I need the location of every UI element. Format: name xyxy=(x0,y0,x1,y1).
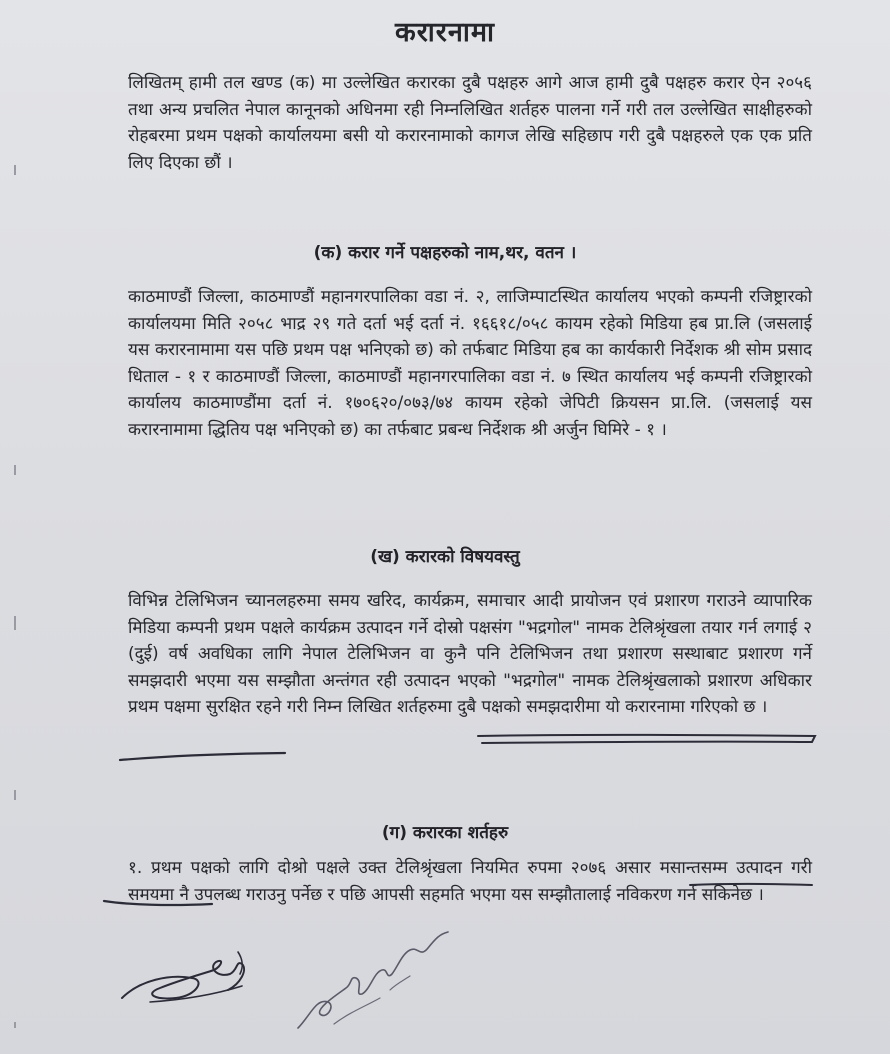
section-ka-body: काठमाण्डौं जिल्ला, काठमाण्डौं महानगरपालिका वडा नं. २, लाजिम्पाटस्थित कार्यालय भएको कम्पनी रजिष्ट्रारको कार्यालयमा मिति २०५८ भाद्र २९ गते दर्ता भई दर्ता नं. १६६१८/०५८ कायम रहेको मिडिया हब प्रा.लि (जसलाई यस करारनामामा यस पछि प्रथम पक्ष भनिएको छ) को तर्फबाट मिडिया हब का कार्यकारी निर्देशक श्री सोम प्रसाद धिताल - १ र काठमाण्डौं जिल्ला, काठमाण्डौं महानगरपालिका वडा नं. ७ स्थित कार्यालय भई कम्पनी रजिष्ट्रारको कार्यालय काठमाण्डौंमा दर्ता नं. १७०६२०/०७३/७४ कायम रहेको जेपिटी क्रियसन प्रा.लि. (जसलाई यस करारनामामा द्धितिय पक्ष भनिएको छ) का तर्फबाट प्रबन्ध निर्देशक श्री अर्जुन घिमिरे - १ । xyxy=(128,287,812,440)
section-kha-heading-text: (ख) करारको विषयवस्तु xyxy=(370,547,520,567)
margin-mark xyxy=(14,1022,16,1028)
section-ga-body: १. प्रथम पक्षको लागि दोश्रो पक्षले उक्त टेलिश्रृंखला नियमित रुपमा २०७६ असार मसान्तसम्म उत्पादन गरी समयमा नै उपलब्ध गराउनु पर्नेछ र पछि आपसी सहमति भएमा यस सम्झौतालाई नविकरण गर्न सकिनेछ । xyxy=(128,858,812,905)
section-ka-heading-text: (क) करार गर्ने पक्षहरुको नाम,थर, वतन । xyxy=(313,243,577,263)
margin-mark xyxy=(14,165,16,175)
signature-second-party xyxy=(290,928,460,1038)
margin-mark xyxy=(14,790,16,800)
margin-mark xyxy=(14,465,16,475)
section-ga-heading-text: (ग) करारका शर्तहरु xyxy=(381,823,509,843)
section-ga-heading xyxy=(0,820,890,843)
intro-paragraph: लिखितम् हामी तल खण्ड (क) मा उल्लेखित करारका दुबै पक्षहरु आगे आज हामी दुबै पक्षहरु करार ऐन २०५६ तथा अन्य प्रचलित नेपाल कानूनको अधिनमा रही निम्नलिखित शर्तहरु पालना गर्ने गरी तल उल्लेखित साक्षीहरुको रोहबरमा प्रथम पक्षको कार्यालयमा बसी यो करारनामाको कागज लेखि सहिछाप गरी दुबै पक्षहरुले एक एक प्रति लिए दिएका छौं । xyxy=(128,73,812,173)
section-kha-body: विभिन्न टेलिभिजन च्यानलहरुमा समय खरिद, कार्यक्रम, समाचार आदी प्रायोजन एवं प्रशारण गराउने व्यापारिक मिडिया कम्पनी प्रथम पक्षले कार्यक्रम उत्पादन गर्ने दोस्रो पक्षसंग "भद्रगोल" नामक टेलिश्रृंखला तयार गर्न लगाई २ (दुई) वर्ष अवधिका लागि नेपाल टेलिभिजन वा कुनै पनि टेलिभिजन तथा प्रशारण सस्थाबाट प्रशारण गर्ने समझदारी भएमा यस सम्झौता अन्तंगत रही उत्पादन भएको "भद्रगोल" नामक टेलिश्रृंखलाको प्रशारण अधिकार प्रथम पक्षमा सुरक्षित रहने गरी निम्न लिखित शर्तहरुमा दुबै पक्षको समझदारीमा यो करारनामा गरिएको छ । xyxy=(128,591,812,717)
margin-mark xyxy=(14,616,16,630)
signature-first-party xyxy=(110,940,270,1020)
section-kha-heading xyxy=(0,544,890,567)
document-title: करारनामा xyxy=(395,17,495,48)
section-ka-heading xyxy=(0,240,890,263)
pen-underline-broadcast-rights xyxy=(110,730,830,766)
